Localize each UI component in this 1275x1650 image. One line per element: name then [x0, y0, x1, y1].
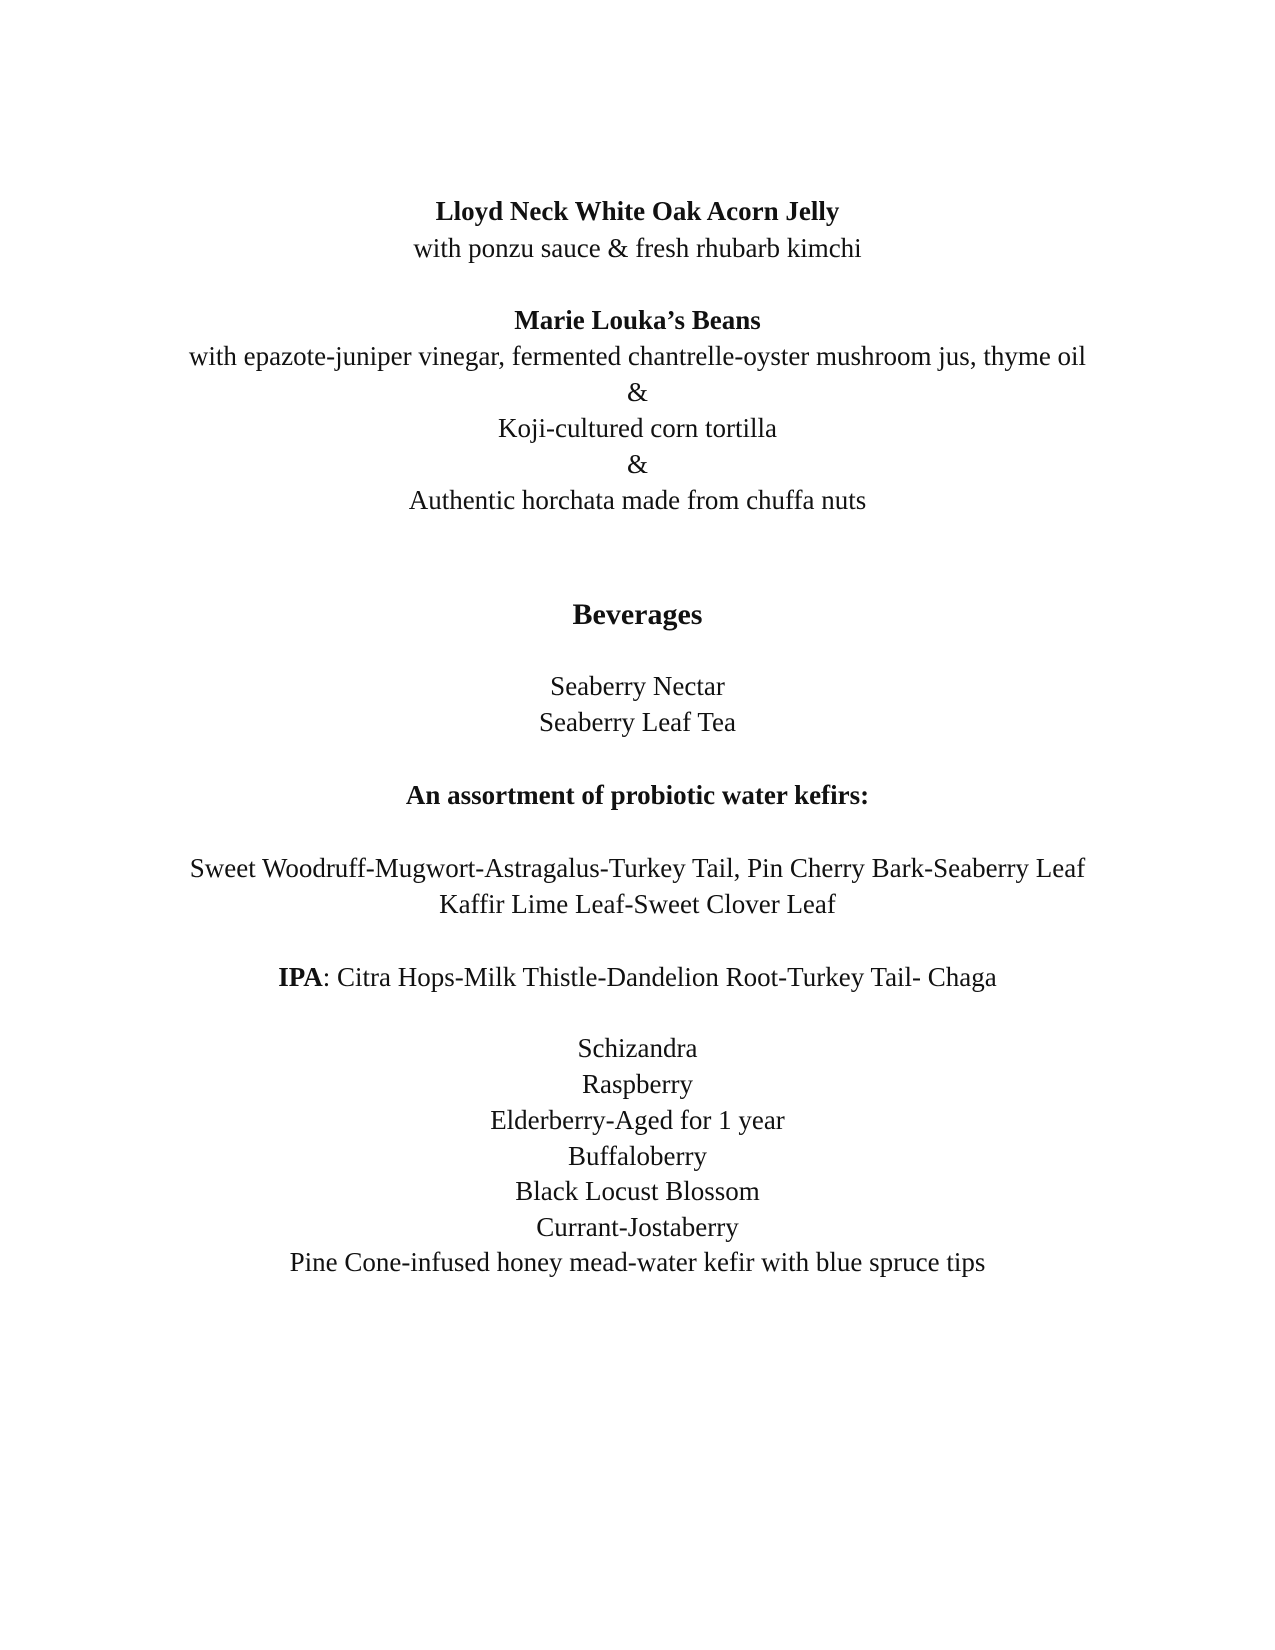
- kefir-flavor: Schizandra: [577, 1033, 698, 1063]
- section-heading-beverages: Beverages: [572, 598, 703, 631]
- ipa-ingredients: : Citra Hops-Milk Thistle-Dandelion Root-Turkey Tail- Chaga: [322, 962, 997, 992]
- kefir-flavor: Elderberry-Aged for 1 year: [490, 1105, 785, 1135]
- kefir-line: Kaffir Lime Leaf-Sweet Clover Leaf: [439, 889, 836, 919]
- kefir-flavor: Pine Cone-infused honey mead-water kefir with blue spruce tips: [289, 1247, 986, 1277]
- side-horchata: Authentic horchata made from chuffa nuts: [408, 485, 867, 515]
- kefir-line: Sweet Woodruff-Mugwort-Astragalus-Turkey Tail, Pin Cherry Bark-Seaberry Leaf: [189, 853, 1086, 883]
- ipa-line: [0, 959, 1275, 995]
- ampersand-separator: &: [626, 449, 648, 479]
- kefir-flavor: Currant-Jostaberry: [536, 1212, 739, 1242]
- dish-description-acorn-jelly: with ponzu sauce & fresh rhubarb kimchi: [413, 233, 862, 263]
- kefir-flavor: Black Locust Blossom: [515, 1176, 760, 1206]
- ampersand-separator: &: [626, 377, 648, 407]
- dish-title-beans: Marie Louka’s Beans: [514, 305, 761, 335]
- beverage-item: Seaberry Leaf Tea: [539, 707, 736, 737]
- dish-title-acorn-jelly: Lloyd Neck White Oak Acorn Jelly: [435, 196, 840, 226]
- kefir-heading: An assortment of probiotic water kefirs:: [405, 780, 870, 810]
- beverage-item: Seaberry Nectar: [550, 671, 725, 701]
- ipa-label: IPA: [278, 962, 323, 992]
- kefir-flavor: Buffaloberry: [568, 1141, 707, 1171]
- side-tortilla: Koji-cultured corn tortilla: [498, 413, 777, 443]
- dish-description-beans: with epazote-juniper vinegar, fermented chantrelle-oyster mushroom jus, thyme oil: [188, 341, 1087, 371]
- kefir-flavor: Raspberry: [582, 1069, 693, 1099]
